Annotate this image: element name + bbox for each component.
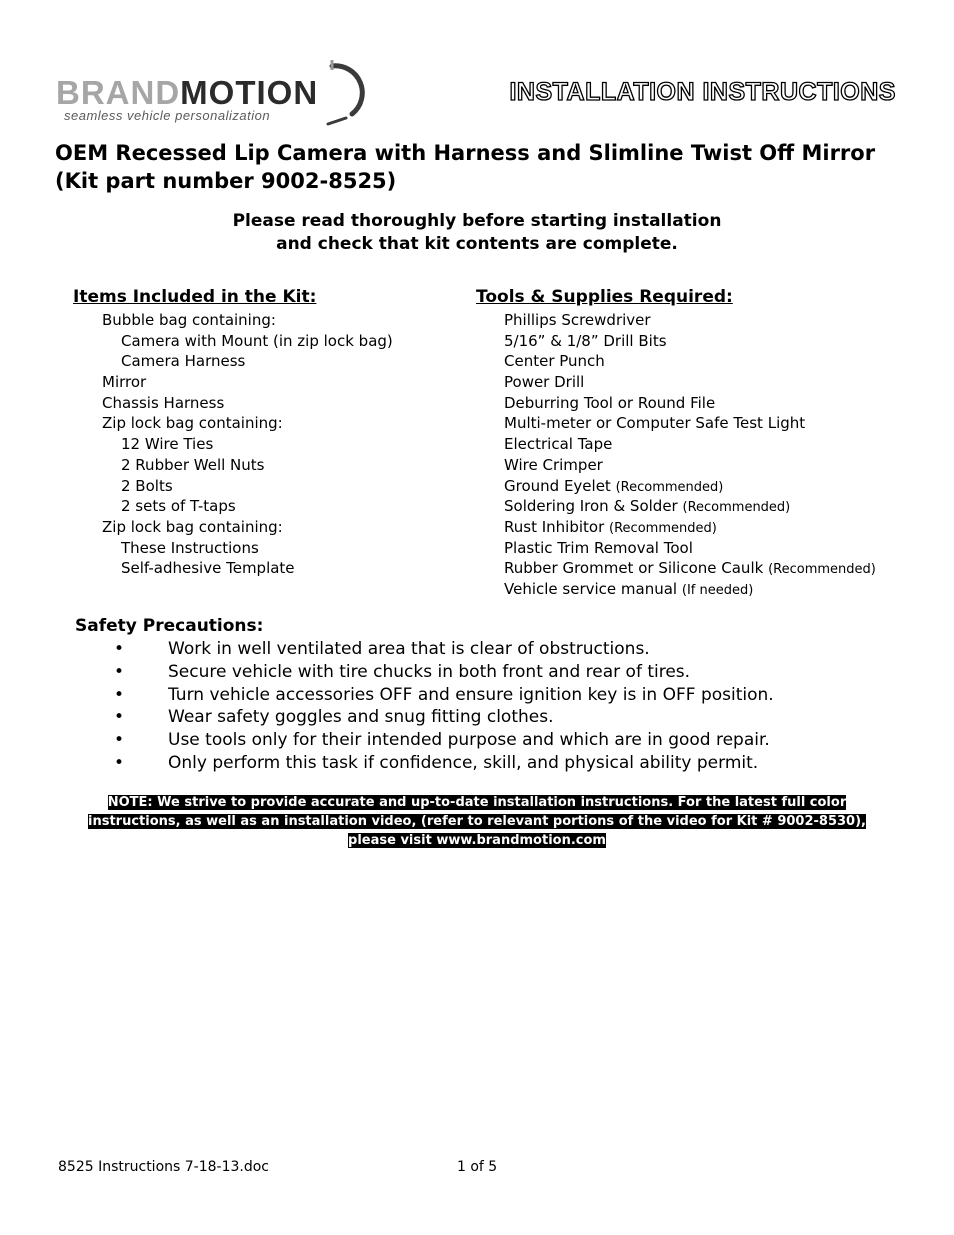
safety-text: Secure vehicle with tire chucks in both front and rear of tires. [168,661,691,682]
list-item: Camera Harness [121,352,246,371]
footer-filename: 8525 Instructions 7-18-13.doc [58,1159,269,1175]
kit-items-list [102,310,393,579]
tool-name: Ground Eyelet [504,476,611,495]
list-item: Bubble bag containing: [102,311,276,329]
logo-wordmark [56,74,318,112]
list-item [504,558,876,579]
list-item [504,517,876,538]
list-item: 2 sets of T-taps [121,497,236,516]
list-item: 2 Bolts [121,476,173,495]
note-line-1: NOTE: We strive to provide accurate and up-to-date installation instructions. For the latest full color [107,795,847,810]
list-item: 2 Rubber Well Nuts [121,455,265,474]
list-item [504,351,876,372]
bullet-icon: • [114,707,125,728]
list-item: Camera with Mount (in zip lock bag) [121,331,393,350]
list-item [504,413,876,434]
intro-notice [0,210,954,256]
tool-note: (Recommended) [682,500,791,516]
logo-brand-text: BRAND [56,74,181,111]
safety-text: Use tools only for their intended purpose and which are in good repair. [168,730,770,751]
bullet-icon: • [114,752,125,773]
tool-note: (If needed) [681,582,754,598]
safety-text: Turn vehicle accessories OFF and ensure ignition key is in OFF position. [168,684,774,705]
list-item: 12 Wire Ties [121,435,214,454]
list-item: These Instructions [121,538,259,557]
tool-note: (Recommended) [615,479,724,495]
document-title [55,139,915,195]
list-item: Self-adhesive Template [121,559,295,578]
tool-name: 5/16” & 1/8” Drill Bits [504,331,667,350]
list-item [504,579,876,600]
document-title-line-1: OEM Recessed Lip Camera with Harness and Slimline Twist Off Mirror [55,141,876,165]
tools-list [504,310,876,600]
tool-name: Phillips Screwdriver [504,311,651,329]
tool-name: Power Drill [504,373,585,392]
safety-text: Only perform this task if confidence, skill, and physical ability permit. [168,752,759,773]
installation-instructions-title: INSTALLATION INSTRUCTIONS [509,78,896,106]
tool-name: Vehicle service manual [504,579,678,598]
tool-note: (Recommended) [768,562,876,578]
safety-heading: Safety Precautions: [75,616,264,636]
list-item [504,496,876,517]
logo-tagline: seamless vehicle personalization [64,108,271,123]
bullet-icon: • [114,661,125,682]
tools-heading: Tools & Supplies Required: [476,287,733,307]
brandmotion-logo [54,58,366,128]
list-item: Mirror [102,373,147,392]
note-line-3: please visit www.brandmotion.com [348,833,606,848]
list-item [504,393,876,414]
list-item [504,476,876,497]
tool-name: Electrical Tape [504,435,613,454]
tool-name: Deburring Tool or Round File [504,393,716,412]
list-item: Zip lock bag containing: [102,517,283,536]
website-note [30,793,924,850]
bullet-icon: • [114,639,125,659]
list-item [504,455,876,476]
tool-name: Soldering Iron & Solder [504,497,678,516]
tool-note: (Recommended) [609,520,717,536]
list-item [504,310,876,331]
intro-line-2: and check that kit contents are complete. [276,234,678,254]
tool-name: Plastic Trim Removal Tool [504,538,693,557]
note-line-2: instructions, as well as an installation video, (refer to relevant portions of the video for Kit # 9002-8530), [88,814,866,829]
list-item [504,331,876,352]
list-item [504,372,876,393]
bullet-icon: • [114,730,125,751]
tool-name: Multi-meter or Computer Safe Test Light [504,414,806,433]
logo-motion-text: MOTION [180,74,319,111]
safety-text: Wear safety goggles and snug fitting clothes. [168,707,554,728]
tool-name: Wire Crimper [504,455,603,474]
intro-line-1: Please read thoroughly before starting installation [232,211,722,231]
list-item: Zip lock bag containing: [102,414,283,433]
list-item [504,538,876,559]
safety-text: Work in well ventilated area that is clear of obstructions. [168,639,650,659]
tool-name: Rubber Grommet or Silicone Caulk [504,559,764,578]
kit-items-heading: Items Included in the Kit: [73,287,317,307]
tool-name: Center Punch [504,352,605,371]
list-item: Chassis Harness [102,393,225,412]
tool-name: Rust Inhibitor [504,517,605,536]
bullet-icon: • [114,684,125,705]
page-number: 1 of 5 [457,1159,498,1175]
list-item [504,434,876,455]
document-title-line-2: (Kit part number 9002-8525) [55,169,397,193]
